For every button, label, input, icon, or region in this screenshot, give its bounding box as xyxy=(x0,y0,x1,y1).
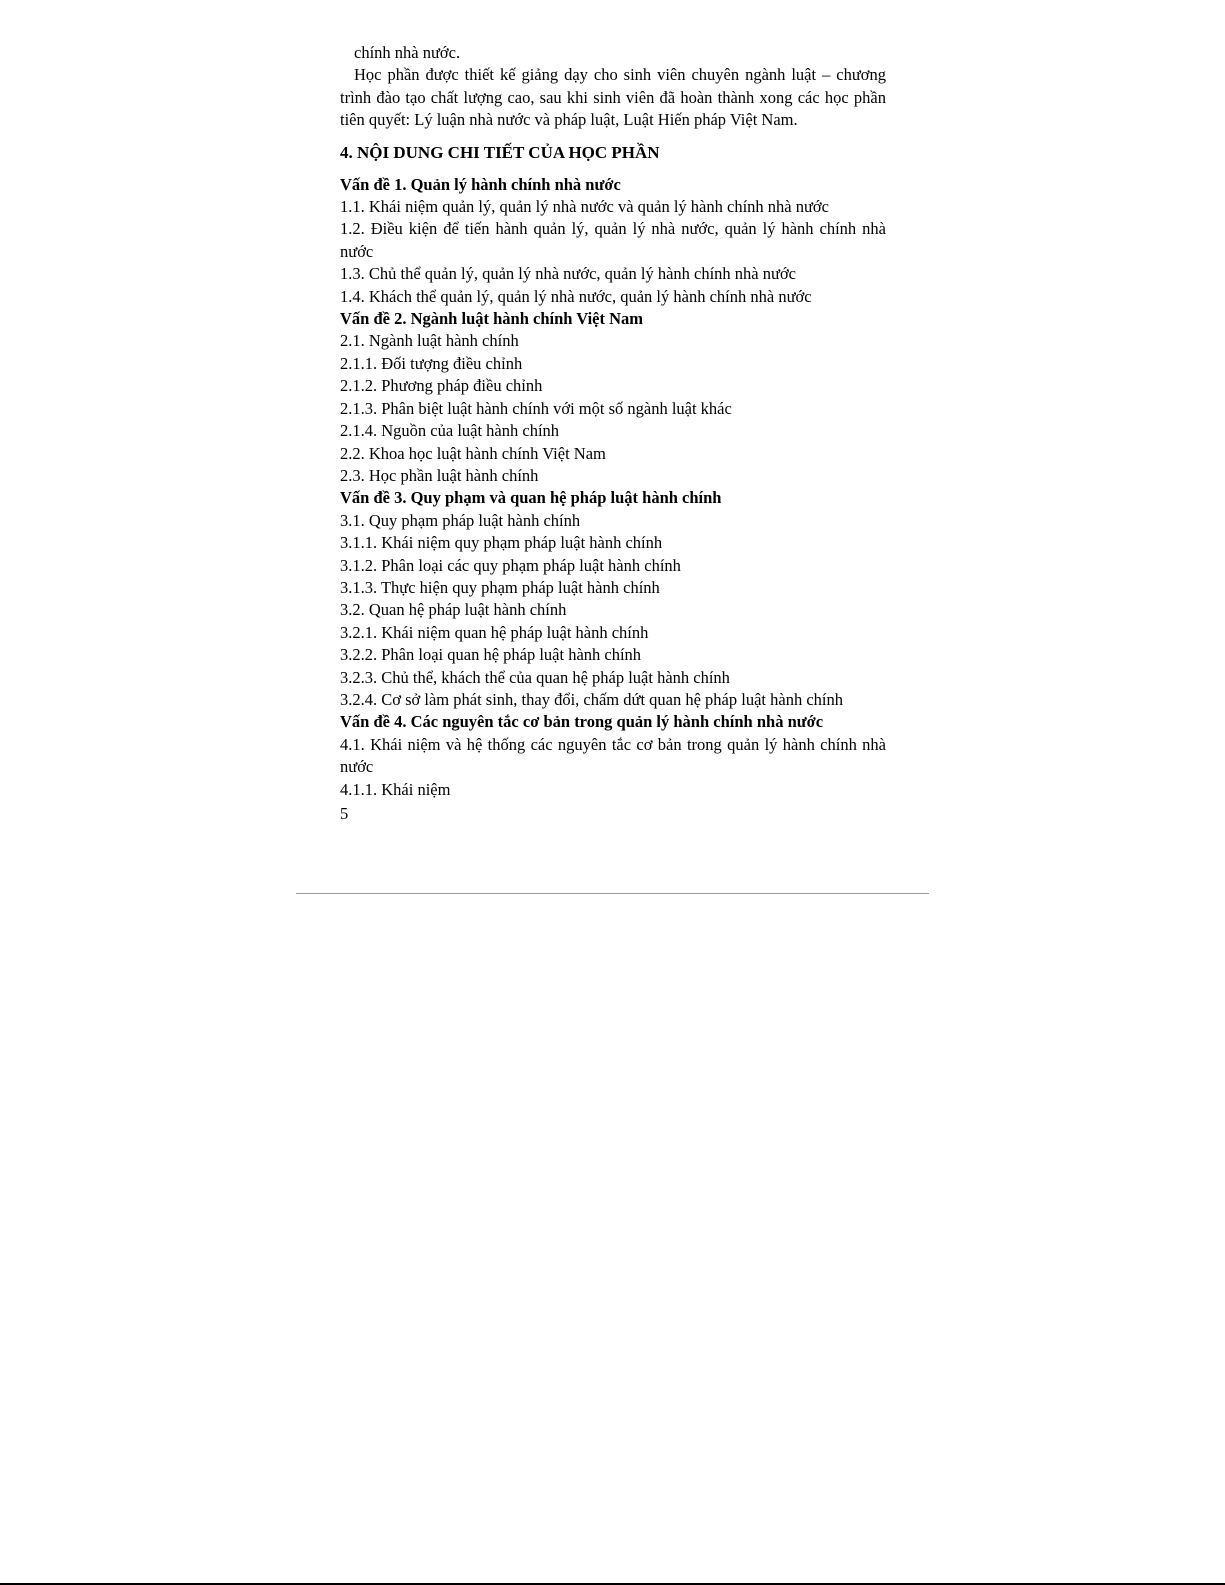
outline-item: 2.1.1. Đối tượng điều chỉnh xyxy=(340,353,523,373)
document-page xyxy=(340,42,886,825)
outline-item: 3.1.2. Phân loại các quy phạm pháp luật hành chính xyxy=(340,555,681,575)
outline-item: 2.1.2. Phương pháp điều chỉnh xyxy=(340,376,543,396)
outline-item: 3.1. Quy phạm pháp luật hành chính xyxy=(340,510,581,530)
outline-issue-heading: Vấn đề 1. Quản lý hành chính nhà nước xyxy=(340,174,621,194)
page-divider xyxy=(296,893,929,894)
section-heading: 4. NỘI DUNG CHI TIẾT CỦA HỌC PHẦN xyxy=(340,142,660,162)
outline-item: 1.4. Khách thể quản lý, quản lý nhà nước, quản lý hành chính nhà nước xyxy=(340,286,812,306)
outline-item: 2.3. Học phần luật hành chính xyxy=(340,465,539,485)
outline-item: 2.1.3. Phân biệt luật hành chính với một số ngành luật khác xyxy=(340,398,732,418)
outline-item: 1.2. Điều kiện để tiến hành quản lý, quản lý nhà nước, quản lý hành chính nhà nước xyxy=(340,219,886,261)
outline-item: 2.1. Ngành luật hành chính xyxy=(340,331,519,351)
outline-item: 3.2. Quan hệ pháp luật hành chính xyxy=(340,600,567,620)
outline-item: 3.2.3. Chủ thể, khách thể của quan hệ pháp luật hành chính xyxy=(340,667,730,687)
outline-item: 3.2.1. Khái niệm quan hệ pháp luật hành chính xyxy=(340,622,649,642)
outline-item: 3.1.3. Thực hiện quy phạm pháp luật hành chính xyxy=(340,577,660,597)
outline-issue-heading: Vấn đề 4. Các nguyên tắc cơ bản trong quản lý hành chính nhà nước xyxy=(340,712,824,732)
intro-paragraph-prerequisites: Học phần được thiết kế giảng dạy cho sinh viên chuyên ngành luật – chương trình đào tạo chất lượng cao, sau khi sinh viên đã hoàn thành xong các học phần tiên quyết: Lý luận nhà nước và pháp luật, Luật Hiến pháp Việt Nam. xyxy=(340,65,886,130)
outline-item: 1.3. Chủ thể quản lý, quản lý nhà nước, quản lý hành chính nhà nước xyxy=(340,264,796,284)
outline-item: 3.2.4. Cơ sở làm phát sinh, thay đổi, chấm dứt quan hệ pháp luật hành chính xyxy=(340,689,843,709)
intro-paragraph-continuation: chính nhà nước. xyxy=(354,43,461,62)
page-number: 5 xyxy=(340,804,349,823)
outline-item: 4.1. Khái niệm và hệ thống các nguyên tắc cơ bản trong quản lý hành chính nhà nước xyxy=(340,734,886,777)
outline-item: 3.1.1. Khái niệm quy phạm pháp luật hành chính xyxy=(340,533,663,553)
outline-item: 2.1.4. Nguồn của luật hành chính xyxy=(340,421,560,441)
outline-item: 3.2.2. Phân loại quan hệ pháp luật hành chính xyxy=(340,645,642,665)
course-outline xyxy=(340,174,886,801)
outline-item: 4.1.1. Khái niệm xyxy=(340,779,451,799)
outline-issue-heading: Vấn đề 2. Ngành luật hành chính Việt Nam xyxy=(340,309,644,329)
outline-item: 2.2. Khoa học luật hành chính Việt Nam xyxy=(340,443,606,463)
outline-issue-heading: Vấn đề 3. Quy phạm và quan hệ pháp luật hành chính xyxy=(340,488,722,508)
outline-item: 1.1. Khái niệm quản lý, quản lý nhà nước và quản lý hành chính nhà nước xyxy=(340,197,829,217)
